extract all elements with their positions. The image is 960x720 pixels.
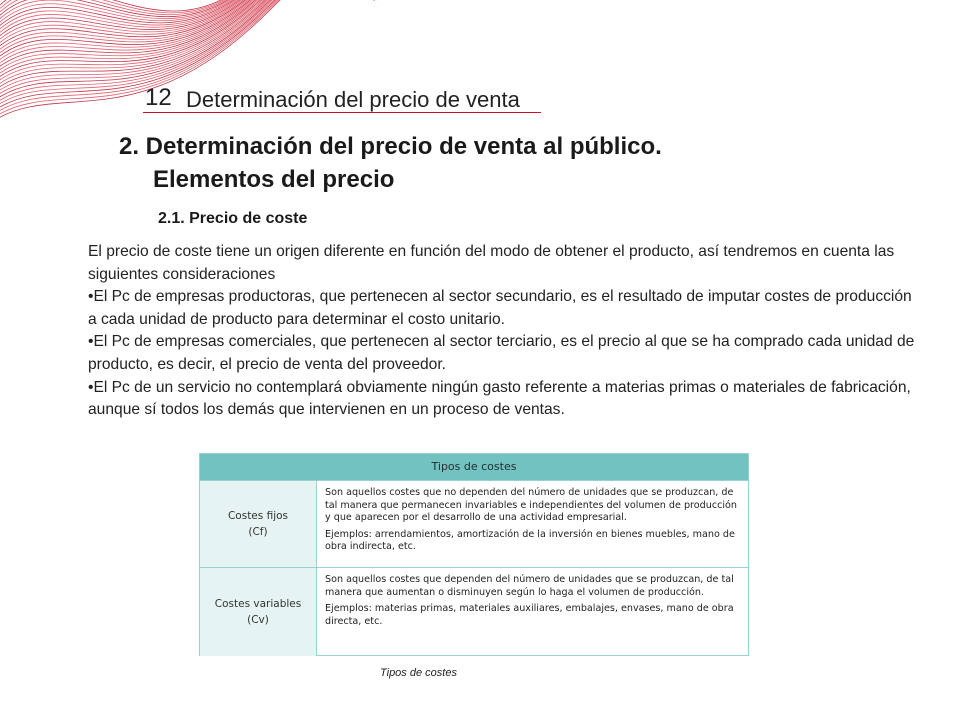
table-header: Tipos de costes — [200, 454, 748, 480]
row-label-line2: (Cv) — [247, 614, 269, 626]
bullet-productoras: •El Pc de empresas productoras, que pertenecen al sector secundario, es el resultado de imputar costes de producción a cada unidad de producto para determinar el costo unitario. — [88, 288, 912, 328]
row-label-line1: Costes fijos — [227, 510, 289, 522]
row-content-variable-costs — [317, 568, 748, 656]
table-row — [200, 567, 748, 656]
title-underline — [143, 112, 541, 113]
body-text — [88, 241, 918, 422]
cost-types-table — [199, 453, 749, 656]
table-caption: Tipos de costes — [380, 667, 457, 679]
row-definition: Son aquellos costes que no dependen del número de unidades que se produzcan, de tal manera que permanecen invariables e independientes del volumen de producción y que aparecen por el desarrollo de una actividad empresarial. — [325, 487, 737, 524]
bullet-servicio: •El Pc de un servicio no contemplará obviamente ningún gasto referente a materias primas o materiales de fabricación, aunque sí todos los demás que intervienen en un proceso de ventas. — [88, 378, 911, 419]
row-examples: Ejemplos: arrendamientos, amortización de la inversión en bienes muebles, mano de obra indirecta, etc. — [325, 528, 735, 553]
row-label-variable-costs — [200, 568, 317, 656]
row-content-fixed-costs — [317, 481, 748, 567]
row-examples: Ejemplos: materias primas, materiales auxiliares, embalajes, envases, mano de obra directa, etc. — [325, 603, 734, 627]
unit-number: 12 — [145, 84, 172, 111]
bullet-comerciales: •El Pc de empresas comerciales, que pertenecen al sector terciario, es el precio al que se ha comprado cada unidad de producto, es decir, el precio de venta del proveedor. — [88, 333, 915, 373]
row-label-fixed-costs — [200, 481, 317, 567]
row-label-line2: (Cf) — [248, 526, 268, 538]
intro-paragraph: El precio de coste tiene un origen diferente en función del modo de obtener el producto, así tendremos en cuenta las siguientes consideraciones — [88, 243, 895, 283]
unit-title: Determinación del precio de venta — [186, 87, 520, 112]
section-title — [119, 130, 662, 196]
table-row — [200, 480, 748, 567]
subsection-title: 2.1. Precio de coste — [158, 210, 308, 227]
section-title-line2: Elementos del precio — [153, 166, 395, 193]
row-label-line1: Costes variables — [214, 598, 302, 610]
decorative-red-waves — [0, 0, 380, 135]
row-definition: Son aquellos costes que dependen del número de unidades que se produzcan, de tal manera que aumentan o disminuyen según lo haga el volumen de producción. — [325, 574, 734, 598]
section-title-line1: 2. Determinación del precio de venta al público. — [119, 133, 662, 160]
